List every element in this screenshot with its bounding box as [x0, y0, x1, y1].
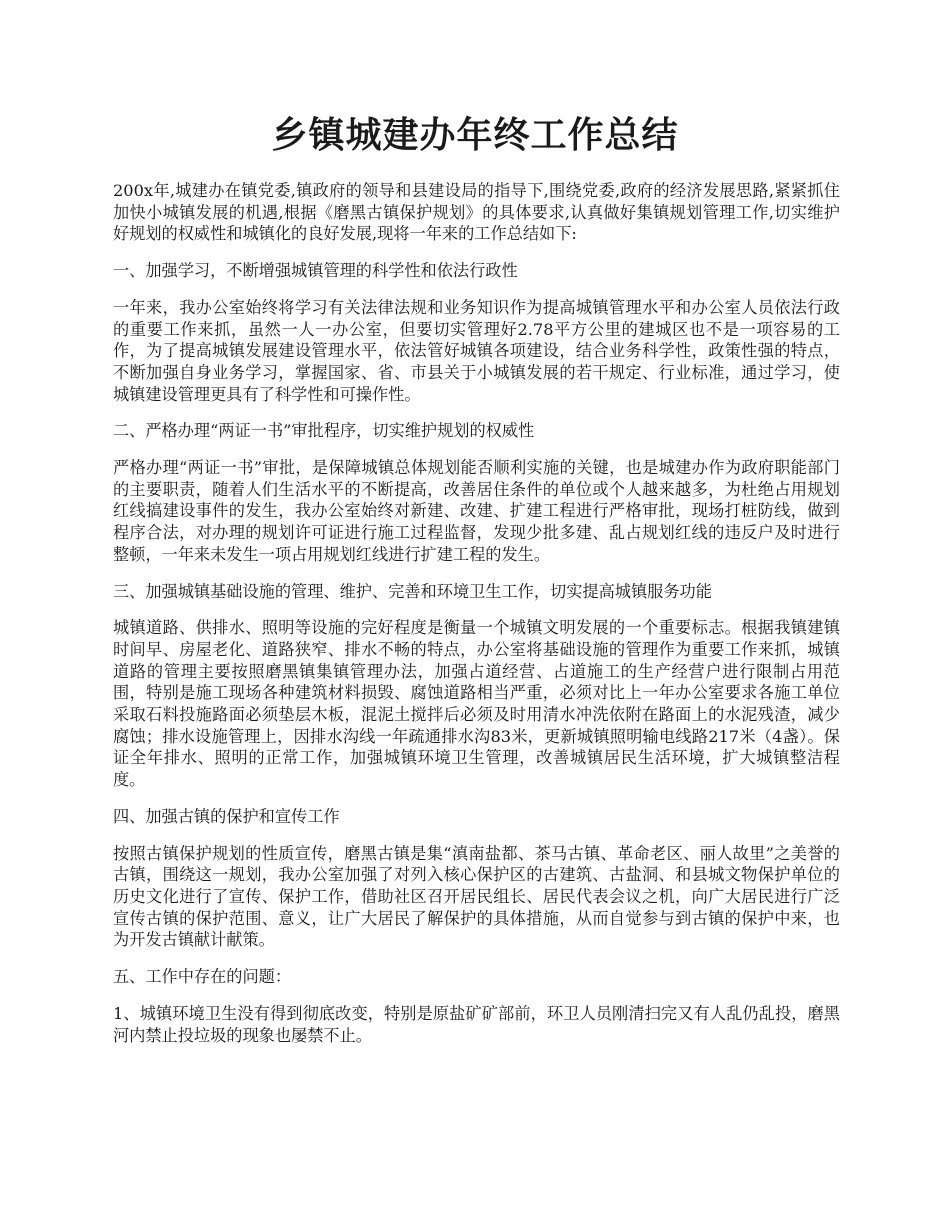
section-heading-3: 三、加强城镇基础设施的管理、维护、完善和环境卫生工作，切实提高城镇服务功能: [113, 581, 712, 601]
document-title: 乡镇城建办年终工作总结: [271, 115, 679, 156]
section-heading-4: 四、加强古镇的保护和宣传工作: [113, 806, 340, 826]
section-paragraph-3: 城镇道路、供排水、照明等设施的完好程度是衡量一个城镇文明发展的一个重要标志。根据我镇建镇时间早、房屋老化、道路狭窄、排水不畅的特点，办公室将基础设施的管理作为重要工作来抓，城镇道路的管理主要按照磨黑镇集镇管理办法，加强占道经营、占道施工的生产经营户进行限制占用范围，特别是施工现场各种建筑材料损毁、腐蚀道路相当严重，必须对比上一年办公室要求各施工单位采取石料投施路面必须垫层木板，混泥土搅拌后必须及时用清水冲洗依附在路面上的水泥残渣，减少腐蚀；排水设施管理上，因排水沟线一年疏通排水沟83米，更新城镇照明输电线路217米（4盏）。保证全年排水、照明的正常工作，加强城镇环境卫生管理，改善城镇居民生活环境，扩大城镇整洁程度。: [113, 618, 840, 790]
intro-paragraph: 200x年,城建办在镇党委,镇政府的领导和县建设局的指导下,围绕党委,政府的经济发展思路,紧紧抓住加快小城镇发展的机遇,根据《磨黑古镇保护规划》的具体要求,认真做好集镇规划管理工作,切实维护好规划的权威性和城镇化的良好发展,现将一年来的工作总结如下:: [113, 181, 840, 244]
section-paragraph-1: 一年来，我办公室始终将学习有关法律法规和业务知识作为提高城镇管理水平和办公室人员依法行政的重要工作来抓，虽然一人一办公室，但要切实管理好2.78平方公里的建城区也不是一项容易的工作，为了提高城镇发展建设管理水平，依法管好城镇各项建设，结合业务科学性，政策性强的特点，不断加强自身业务学习，掌握国家、省、市县关于小城镇发展的若干规定、行业标准，通过学习，使城镇建设管理更具有了科学性和可操作性。: [113, 297, 840, 404]
section-heading-5: 五、工作中存在的问题：: [113, 967, 292, 987]
document-body: [113, 180, 840, 1061]
section-heading-1: 一、加强学习，不断增强城镇管理的科学性和依法行政性: [113, 261, 518, 281]
section-paragraph-4: 按照古镇保护规划的性质宣传，磨黑古镇是集“滇南盐都、茶马古镇、革命老区、丽人故里”之美誉的古镇，围绕这一规划，我办公室加强了对列入核心保护区的古建筑、古盐洞、和县城文物保护单位的历史文化进行了宣传、保护工作，借助社区召开居民组长、居民代表会议之机，向广大居民进行广泛宣传古镇的保护范围、意义，让广大居民了解保护的具体措施，从而自觉参与到古镇的保护中来，也为开发古镇献计献策。: [113, 843, 840, 950]
section-heading-2: 二、严格办理“两证一书”审批程序，切实维护规划的权威性: [113, 421, 535, 441]
problem-item-1: 1、城镇环境卫生没有得到彻底改变，特别是原盐矿矿部前，环卫人员刚清扫完又有人乱仍乱投，磨黑河内禁止投垃圾的现象也屡禁不止。: [113, 1003, 840, 1045]
section-paragraph-2: 严格办理“两证一书”审批，是保障城镇总体规划能否顺利实施的关键，也是城建办作为政府职能部门的主要职责，随着人们生活水平的不断提高，改善居住条件的单位或个人越来越多，为杜绝占用规划红线搞建设事件的发生，我办公室始终对新建、改建、扩建工程进行严格审批，现场打桩防线，做到程序合法，对办理的规划许可证进行施工过程监督，发现少批多建、乱占规划红线的违反户及时进行整顿，一年来未发生一项占用规划红线进行扩建工程的发生。: [113, 458, 840, 564]
